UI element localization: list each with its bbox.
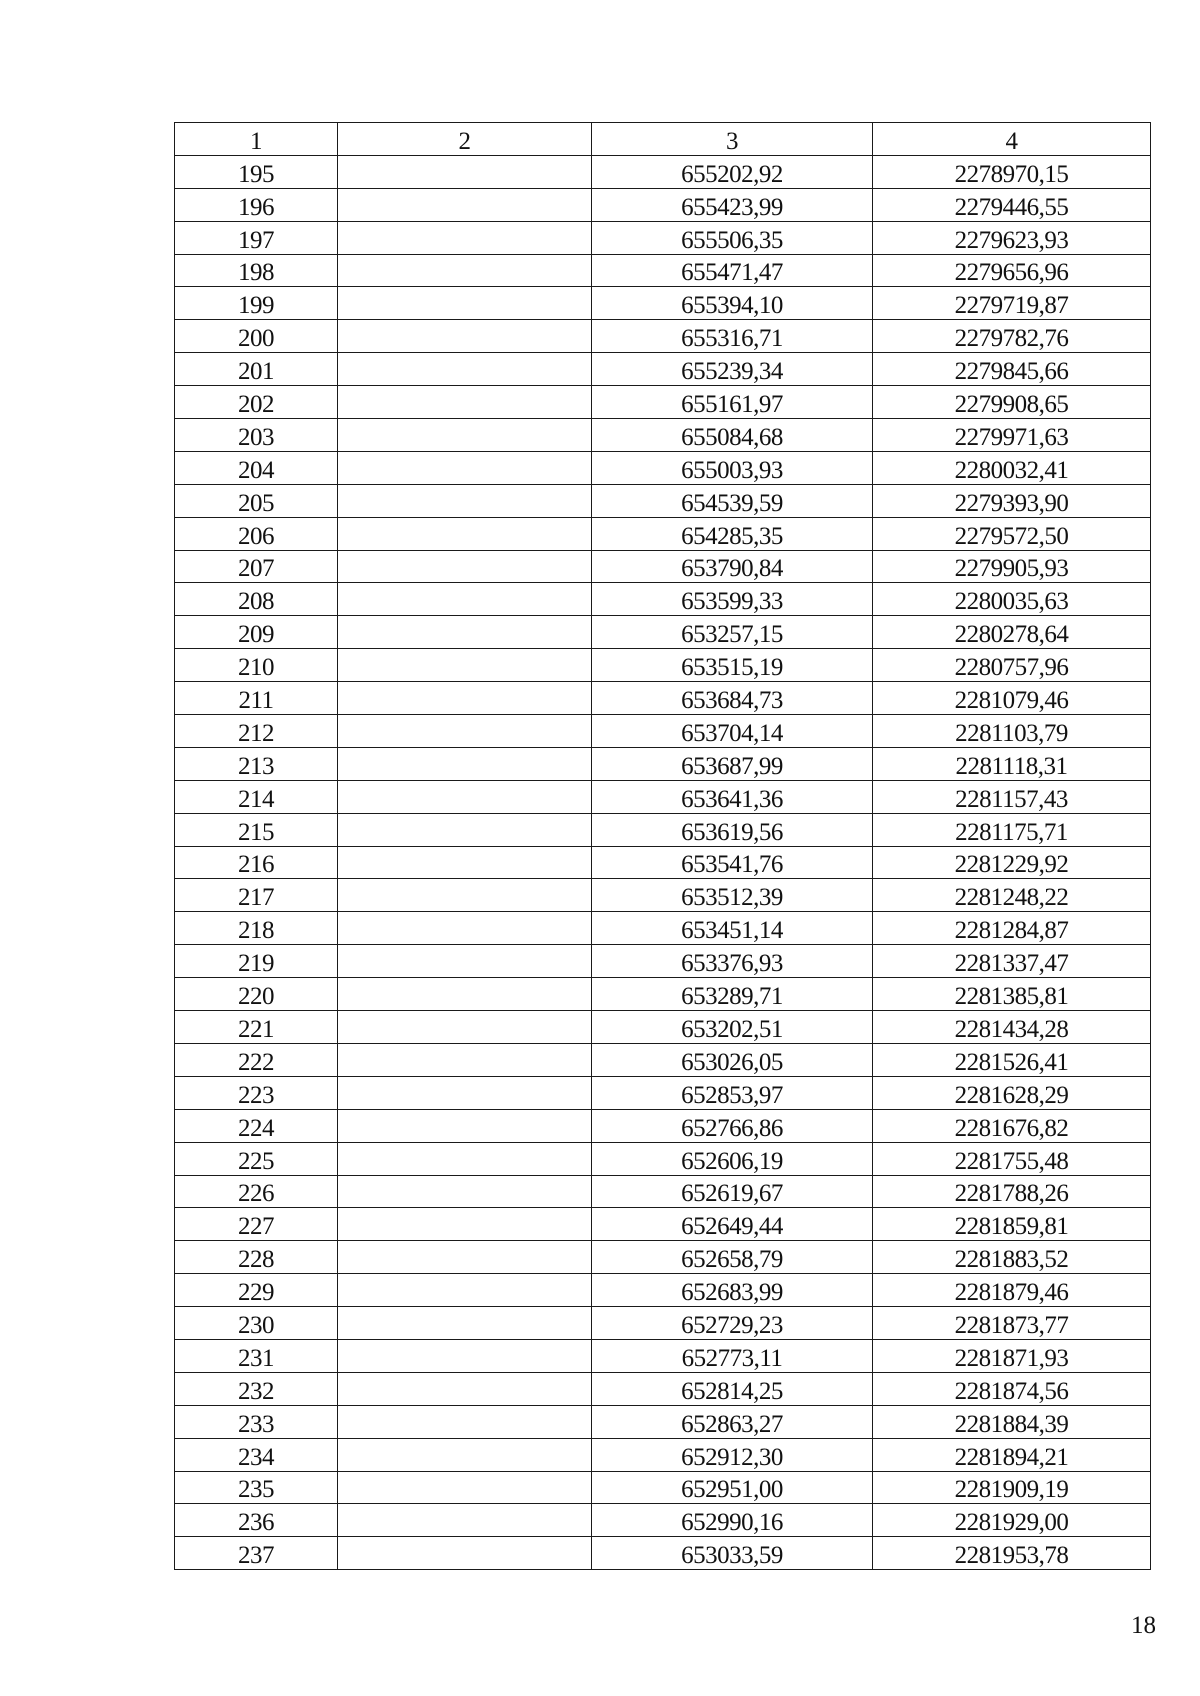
- y-coordinate-cell: 2281676,82: [873, 1109, 1151, 1142]
- y-coordinate-cell: 2281929,00: [873, 1504, 1151, 1537]
- description-cell: [338, 517, 592, 550]
- y-coordinate-cell: 2281873,77: [873, 1307, 1151, 1340]
- y-coordinate-cell: 2281118,31: [873, 747, 1151, 780]
- x-coordinate-cell: 653641,36: [592, 780, 873, 813]
- x-coordinate-cell: 652990,16: [592, 1504, 873, 1537]
- table-row: [175, 320, 1151, 353]
- x-coordinate-cell: 653289,71: [592, 978, 873, 1011]
- x-coordinate-cell: 653451,14: [592, 912, 873, 945]
- description-cell: [338, 1471, 592, 1504]
- point-number-cell: 237: [175, 1537, 338, 1570]
- y-coordinate-cell: 2281755,48: [873, 1142, 1151, 1175]
- y-coordinate-cell: 2279905,93: [873, 550, 1151, 583]
- description-cell: [338, 1241, 592, 1274]
- y-coordinate-cell: 2279572,50: [873, 517, 1151, 550]
- point-number-cell: 203: [175, 419, 338, 452]
- table-row: [175, 188, 1151, 221]
- y-coordinate-cell: 2279719,87: [873, 287, 1151, 320]
- point-number-cell: 214: [175, 780, 338, 813]
- column-header-3: 3: [592, 123, 873, 156]
- y-coordinate-cell: 2281248,22: [873, 879, 1151, 912]
- x-coordinate-cell: 653512,39: [592, 879, 873, 912]
- table-header-row: [175, 123, 1151, 156]
- y-coordinate-cell: 2281788,26: [873, 1175, 1151, 1208]
- description-cell: [338, 386, 592, 419]
- table-row: [175, 1405, 1151, 1438]
- table-row: [175, 550, 1151, 583]
- y-coordinate-cell: 2281079,46: [873, 682, 1151, 715]
- table-body: [175, 155, 1151, 1569]
- column-header-4: 4: [873, 123, 1151, 156]
- x-coordinate-cell: 655471,47: [592, 254, 873, 287]
- point-number-cell: 234: [175, 1438, 338, 1471]
- x-coordinate-cell: 653704,14: [592, 715, 873, 748]
- y-coordinate-cell: 2279446,55: [873, 188, 1151, 221]
- point-number-cell: 223: [175, 1076, 338, 1109]
- point-number-cell: 230: [175, 1307, 338, 1340]
- x-coordinate-cell: 652912,30: [592, 1438, 873, 1471]
- description-cell: [338, 155, 592, 188]
- table-row: [175, 682, 1151, 715]
- x-coordinate-cell: 652649,44: [592, 1208, 873, 1241]
- table-row: [175, 419, 1151, 452]
- point-number-cell: 236: [175, 1504, 338, 1537]
- x-coordinate-cell: 653257,15: [592, 616, 873, 649]
- x-coordinate-cell: 655161,97: [592, 386, 873, 419]
- point-number-cell: 233: [175, 1405, 338, 1438]
- description-cell: [338, 780, 592, 813]
- table-row: [175, 1537, 1151, 1570]
- point-number-cell: 202: [175, 386, 338, 419]
- description-cell: [338, 287, 592, 320]
- point-number-cell: 205: [175, 484, 338, 517]
- y-coordinate-cell: 2278970,15: [873, 155, 1151, 188]
- table-row: [175, 155, 1151, 188]
- description-cell: [338, 912, 592, 945]
- table-row: [175, 846, 1151, 879]
- table-row: [175, 254, 1151, 287]
- description-cell: [338, 484, 592, 517]
- table-row: [175, 221, 1151, 254]
- table-row: [175, 1339, 1151, 1372]
- x-coordinate-cell: 655423,99: [592, 188, 873, 221]
- x-coordinate-cell: 653599,33: [592, 583, 873, 616]
- y-coordinate-cell: 2279393,90: [873, 484, 1151, 517]
- x-coordinate-cell: 655239,34: [592, 353, 873, 386]
- table-row: [175, 1504, 1151, 1537]
- description-cell: [338, 1405, 592, 1438]
- point-number-cell: 221: [175, 1011, 338, 1044]
- table-row: [175, 451, 1151, 484]
- table-row: [175, 1307, 1151, 1340]
- x-coordinate-cell: 652773,11: [592, 1339, 873, 1372]
- y-coordinate-cell: 2279845,66: [873, 353, 1151, 386]
- x-coordinate-cell: 653376,93: [592, 945, 873, 978]
- description-cell: [338, 813, 592, 846]
- x-coordinate-cell: 653790,84: [592, 550, 873, 583]
- x-coordinate-cell: 655084,68: [592, 419, 873, 452]
- description-cell: [338, 978, 592, 1011]
- page-number: 18: [1131, 1612, 1156, 1639]
- point-number-cell: 201: [175, 353, 338, 386]
- y-coordinate-cell: 2281859,81: [873, 1208, 1151, 1241]
- point-number-cell: 218: [175, 912, 338, 945]
- y-coordinate-cell: 2280757,96: [873, 649, 1151, 682]
- y-coordinate-cell: 2279782,76: [873, 320, 1151, 353]
- description-cell: [338, 1307, 592, 1340]
- table-row: [175, 945, 1151, 978]
- table-row: [175, 1208, 1151, 1241]
- table-row: [175, 1274, 1151, 1307]
- description-cell: [338, 1537, 592, 1570]
- x-coordinate-cell: 653687,99: [592, 747, 873, 780]
- point-number-cell: 217: [175, 879, 338, 912]
- point-number-cell: 209: [175, 616, 338, 649]
- point-number-cell: 204: [175, 451, 338, 484]
- point-number-cell: 228: [175, 1241, 338, 1274]
- point-number-cell: 213: [175, 747, 338, 780]
- description-cell: [338, 451, 592, 484]
- point-number-cell: 225: [175, 1142, 338, 1175]
- x-coordinate-cell: 652683,99: [592, 1274, 873, 1307]
- y-coordinate-cell: 2279656,96: [873, 254, 1151, 287]
- x-coordinate-cell: 652658,79: [592, 1241, 873, 1274]
- point-number-cell: 220: [175, 978, 338, 1011]
- y-coordinate-cell: 2281157,43: [873, 780, 1151, 813]
- table-row: [175, 616, 1151, 649]
- description-cell: [338, 879, 592, 912]
- table-row: [175, 287, 1151, 320]
- y-coordinate-cell: 2280278,64: [873, 616, 1151, 649]
- point-number-cell: 222: [175, 1043, 338, 1076]
- y-coordinate-cell: 2281871,93: [873, 1339, 1151, 1372]
- description-cell: [338, 221, 592, 254]
- x-coordinate-cell: 654539,59: [592, 484, 873, 517]
- point-number-cell: 198: [175, 254, 338, 287]
- y-coordinate-cell: 2281879,46: [873, 1274, 1151, 1307]
- point-number-cell: 226: [175, 1175, 338, 1208]
- point-number-cell: 219: [175, 945, 338, 978]
- point-number-cell: 197: [175, 221, 338, 254]
- y-coordinate-cell: 2281628,29: [873, 1076, 1151, 1109]
- point-number-cell: 210: [175, 649, 338, 682]
- description-cell: [338, 1142, 592, 1175]
- y-coordinate-cell: 2280035,63: [873, 583, 1151, 616]
- y-coordinate-cell: 2279623,93: [873, 221, 1151, 254]
- point-number-cell: 196: [175, 188, 338, 221]
- table-row: [175, 517, 1151, 550]
- table-row: [175, 912, 1151, 945]
- description-cell: [338, 846, 592, 879]
- x-coordinate-cell: 652619,67: [592, 1175, 873, 1208]
- table-row: [175, 1142, 1151, 1175]
- table-row: [175, 879, 1151, 912]
- y-coordinate-cell: 2281385,81: [873, 978, 1151, 1011]
- x-coordinate-cell: 654285,35: [592, 517, 873, 550]
- point-number-cell: 211: [175, 682, 338, 715]
- description-cell: [338, 320, 592, 353]
- description-cell: [338, 616, 592, 649]
- point-number-cell: 215: [175, 813, 338, 846]
- table-row: [175, 813, 1151, 846]
- description-cell: [338, 1208, 592, 1241]
- table-row: [175, 386, 1151, 419]
- x-coordinate-cell: 652863,27: [592, 1405, 873, 1438]
- x-coordinate-cell: 652951,00: [592, 1471, 873, 1504]
- point-number-cell: 206: [175, 517, 338, 550]
- x-coordinate-cell: 652729,23: [592, 1307, 873, 1340]
- table-row: [175, 1471, 1151, 1504]
- table-row: [175, 583, 1151, 616]
- table-row: [175, 1043, 1151, 1076]
- table-row: [175, 780, 1151, 813]
- point-number-cell: 199: [175, 287, 338, 320]
- x-coordinate-cell: 652814,25: [592, 1372, 873, 1405]
- table-row: [175, 353, 1151, 386]
- y-coordinate-cell: 2281953,78: [873, 1537, 1151, 1570]
- table-row: [175, 1175, 1151, 1208]
- description-cell: [338, 682, 592, 715]
- description-cell: [338, 1504, 592, 1537]
- y-coordinate-cell: 2281884,39: [873, 1405, 1151, 1438]
- point-number-cell: 227: [175, 1208, 338, 1241]
- y-coordinate-cell: 2281229,92: [873, 846, 1151, 879]
- y-coordinate-cell: 2281103,79: [873, 715, 1151, 748]
- point-number-cell: 231: [175, 1339, 338, 1372]
- table-row: [175, 1438, 1151, 1471]
- description-cell: [338, 1109, 592, 1142]
- y-coordinate-cell: 2281434,28: [873, 1011, 1151, 1044]
- point-number-cell: 235: [175, 1471, 338, 1504]
- description-cell: [338, 1274, 592, 1307]
- x-coordinate-cell: 653541,76: [592, 846, 873, 879]
- point-number-cell: 224: [175, 1109, 338, 1142]
- y-coordinate-cell: 2281175,71: [873, 813, 1151, 846]
- y-coordinate-cell: 2281526,41: [873, 1043, 1151, 1076]
- x-coordinate-cell: 655316,71: [592, 320, 873, 353]
- description-cell: [338, 1076, 592, 1109]
- x-coordinate-cell: 652766,86: [592, 1109, 873, 1142]
- point-number-cell: 229: [175, 1274, 338, 1307]
- point-number-cell: 195: [175, 155, 338, 188]
- table-row: [175, 1076, 1151, 1109]
- description-cell: [338, 945, 592, 978]
- y-coordinate-cell: 2281883,52: [873, 1241, 1151, 1274]
- x-coordinate-cell: 655003,93: [592, 451, 873, 484]
- x-coordinate-cell: 653684,73: [592, 682, 873, 715]
- y-coordinate-cell: 2281284,87: [873, 912, 1151, 945]
- description-cell: [338, 649, 592, 682]
- table-row: [175, 649, 1151, 682]
- table-row: [175, 715, 1151, 748]
- y-coordinate-cell: 2281337,47: [873, 945, 1151, 978]
- point-number-cell: 216: [175, 846, 338, 879]
- y-coordinate-cell: 2281894,21: [873, 1438, 1151, 1471]
- description-cell: [338, 583, 592, 616]
- description-cell: [338, 353, 592, 386]
- column-header-2: 2: [338, 123, 592, 156]
- x-coordinate-cell: 653515,19: [592, 649, 873, 682]
- column-header-1: 1: [175, 123, 338, 156]
- description-cell: [338, 1339, 592, 1372]
- coordinates-table: [174, 122, 1151, 1570]
- x-coordinate-cell: 655202,92: [592, 155, 873, 188]
- x-coordinate-cell: 653026,05: [592, 1043, 873, 1076]
- x-coordinate-cell: 655394,10: [592, 287, 873, 320]
- description-cell: [338, 550, 592, 583]
- table-row: [175, 1372, 1151, 1405]
- point-number-cell: 208: [175, 583, 338, 616]
- point-number-cell: 212: [175, 715, 338, 748]
- table-row: [175, 978, 1151, 1011]
- description-cell: [338, 419, 592, 452]
- table-row: [175, 1109, 1151, 1142]
- point-number-cell: 207: [175, 550, 338, 583]
- point-number-cell: 200: [175, 320, 338, 353]
- y-coordinate-cell: 2279908,65: [873, 386, 1151, 419]
- point-number-cell: 232: [175, 1372, 338, 1405]
- table-row: [175, 747, 1151, 780]
- description-cell: [338, 1043, 592, 1076]
- description-cell: [338, 254, 592, 287]
- x-coordinate-cell: 652853,97: [592, 1076, 873, 1109]
- y-coordinate-cell: 2279971,63: [873, 419, 1151, 452]
- table-row: [175, 1011, 1151, 1044]
- description-cell: [338, 188, 592, 221]
- x-coordinate-cell: 655506,35: [592, 221, 873, 254]
- table-row: [175, 1241, 1151, 1274]
- x-coordinate-cell: 652606,19: [592, 1142, 873, 1175]
- y-coordinate-cell: 2280032,41: [873, 451, 1151, 484]
- x-coordinate-cell: 653033,59: [592, 1537, 873, 1570]
- y-coordinate-cell: 2281909,19: [873, 1471, 1151, 1504]
- description-cell: [338, 1372, 592, 1405]
- table-row: [175, 484, 1151, 517]
- description-cell: [338, 1011, 592, 1044]
- description-cell: [338, 715, 592, 748]
- x-coordinate-cell: 653619,56: [592, 813, 873, 846]
- description-cell: [338, 747, 592, 780]
- x-coordinate-cell: 653202,51: [592, 1011, 873, 1044]
- description-cell: [338, 1175, 592, 1208]
- y-coordinate-cell: 2281874,56: [873, 1372, 1151, 1405]
- description-cell: [338, 1438, 592, 1471]
